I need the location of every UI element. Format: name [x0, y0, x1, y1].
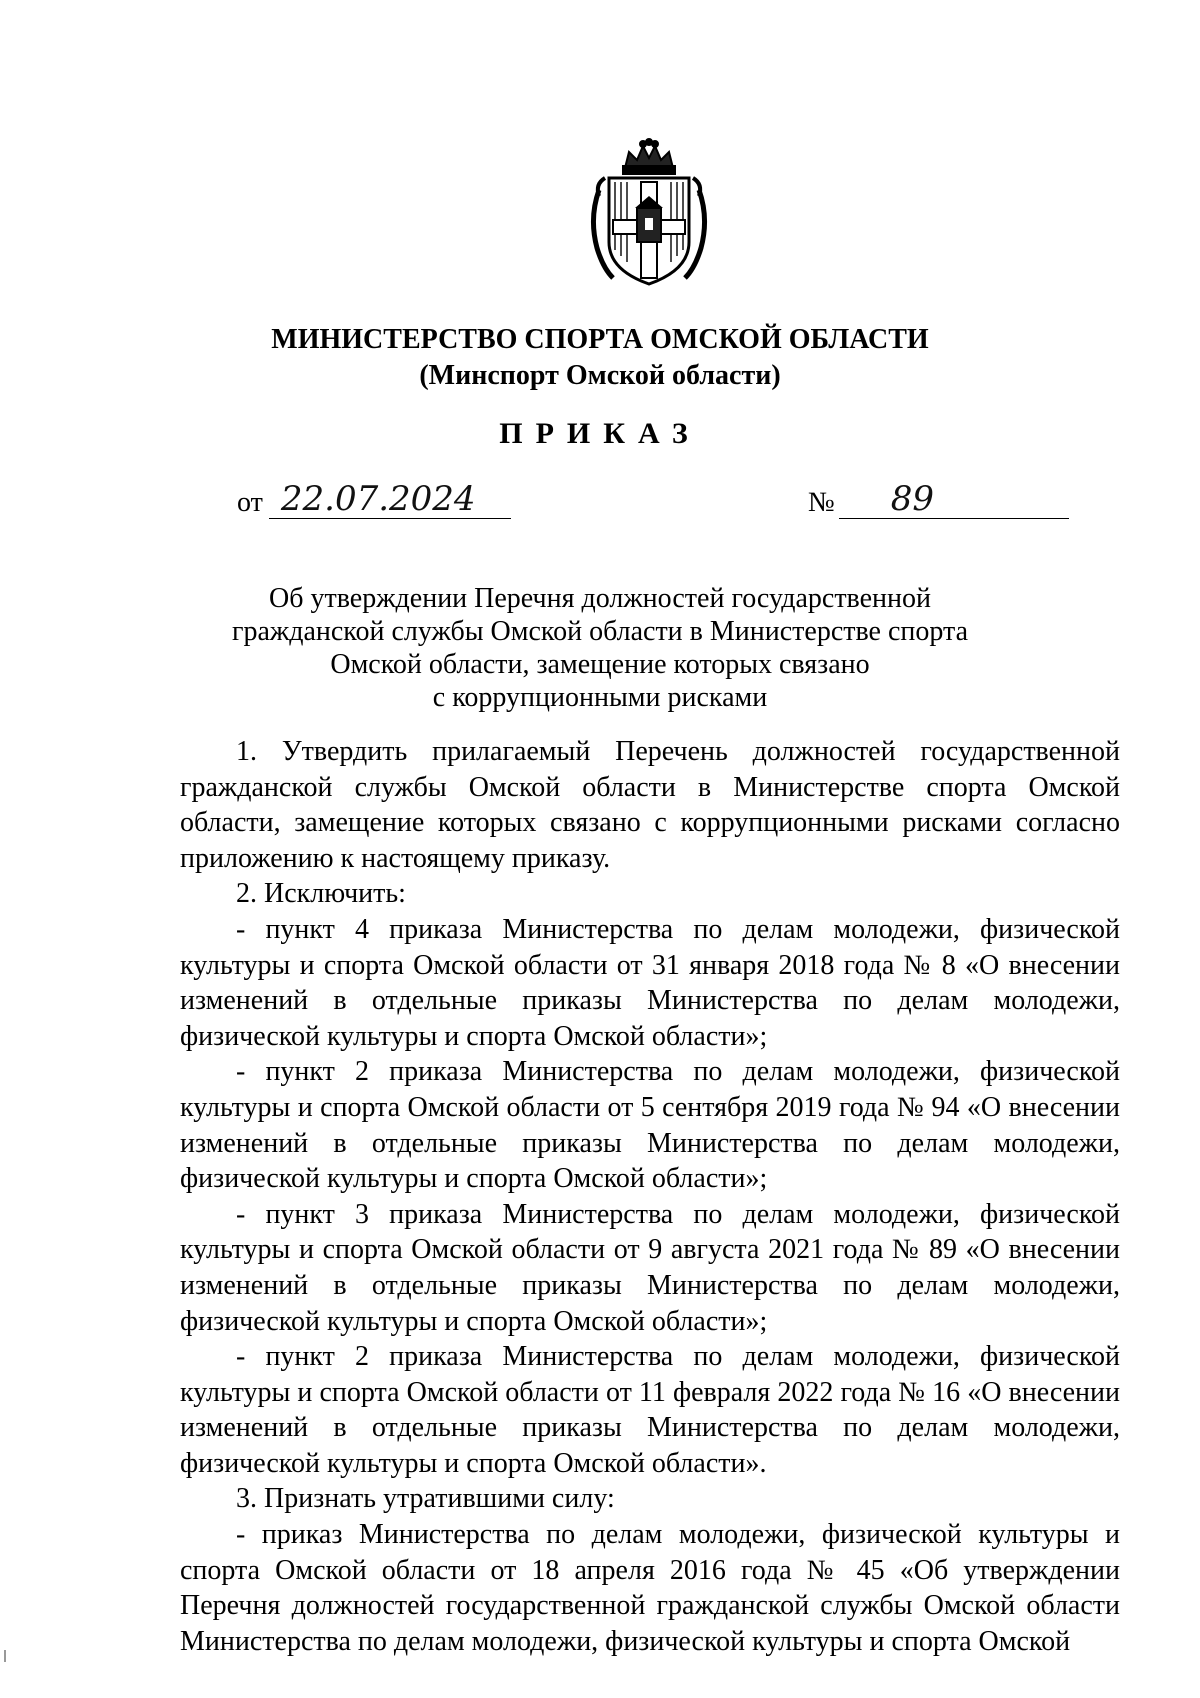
- body-paragraph: - приказ Министерства по делам молодежи, физической культуры и спорта Омской области от 18 апреля 2016 года № 45 «Об утверждении Перечня должностей государственной гражданской службы Омской области Министерства по делам молодежи, физической культуры и спорта Омской: [180, 1519, 1120, 1657]
- body-paragraph: - пункт 2 приказа Министерства по делам молодежи, физической культуры и спорта Омской области от 5 сентября 2019 года № 94 «О внесении изменений в отдельные приказы Министерства по делам молодежи, физической культуры и спорта Омской области»;: [180, 1056, 1120, 1195]
- order-date-handwritten: 22.07.2024: [269, 480, 511, 519]
- order-number-line: [808, 480, 1069, 519]
- subject-line: с коррупционными рисками: [432, 682, 768, 713]
- order-number-handwritten: 89: [839, 480, 1069, 519]
- omsk-coat-of-arms-emblem: [585, 138, 713, 288]
- body-paragraph: - пункт 2 приказа Министерства по делам молодежи, физической культуры и спорта Омской области от 11 февраля 2022 года № 16 «О внесении изменений в отдельные приказы Министерства по делам молодежи, физической культуры и спорта Омской области».: [180, 1341, 1120, 1479]
- subject-line: Омской области, замещение которых связано: [330, 649, 870, 680]
- ministry-name: МИНИСТЕРСТВО СПОРТА ОМСКОЙ ОБЛАСТИ: [271, 324, 929, 355]
- ministry-short-name: (Минспорт Омской области): [419, 360, 781, 391]
- document-type-title: ПРИКАЗ: [499, 417, 701, 450]
- order-date-line: [237, 480, 511, 519]
- order-body: [180, 734, 1120, 1659]
- subject-line: Об утверждении Перечня должностей государственной: [269, 583, 931, 614]
- number-prefix: №: [808, 487, 835, 518]
- scan-artifact: [4, 1650, 6, 1662]
- body-paragraph: - пункт 3 приказа Министерства по делам молодежи, физической культуры и спорта Омской области от 9 августа 2021 года № 89 «О внесении изменений в отдельные приказы Министерства по делам молодежи, физической культуры и спорта Омской области»;: [180, 1198, 1120, 1337]
- body-paragraph: 1. Утвердить прилагаемый Перечень должностей государственной гражданской службы Омской области в Министерстве спорта Омской области, замещение которых связано с коррупционными рисками согласно приложению к настоящему приказу.: [180, 736, 1120, 874]
- ministry-header: [0, 322, 1200, 394]
- order-subject: [200, 582, 1000, 714]
- body-paragraph: 2. Исключить:: [236, 878, 406, 910]
- body-paragraph: - пункт 4 приказа Министерства по делам молодежи, физической культуры и спорта Омской области от 31 января 2018 года № 8 «О внесении изменений в отдельные приказы Министерства по делам молодежи, физической культуры и спорта Омской области»;: [180, 913, 1120, 1052]
- date-prefix: от: [237, 487, 263, 518]
- body-paragraph: 3. Признать утратившими силу:: [236, 1483, 615, 1515]
- subject-line: гражданской службы Омской области в Министерстве спорта: [231, 616, 969, 647]
